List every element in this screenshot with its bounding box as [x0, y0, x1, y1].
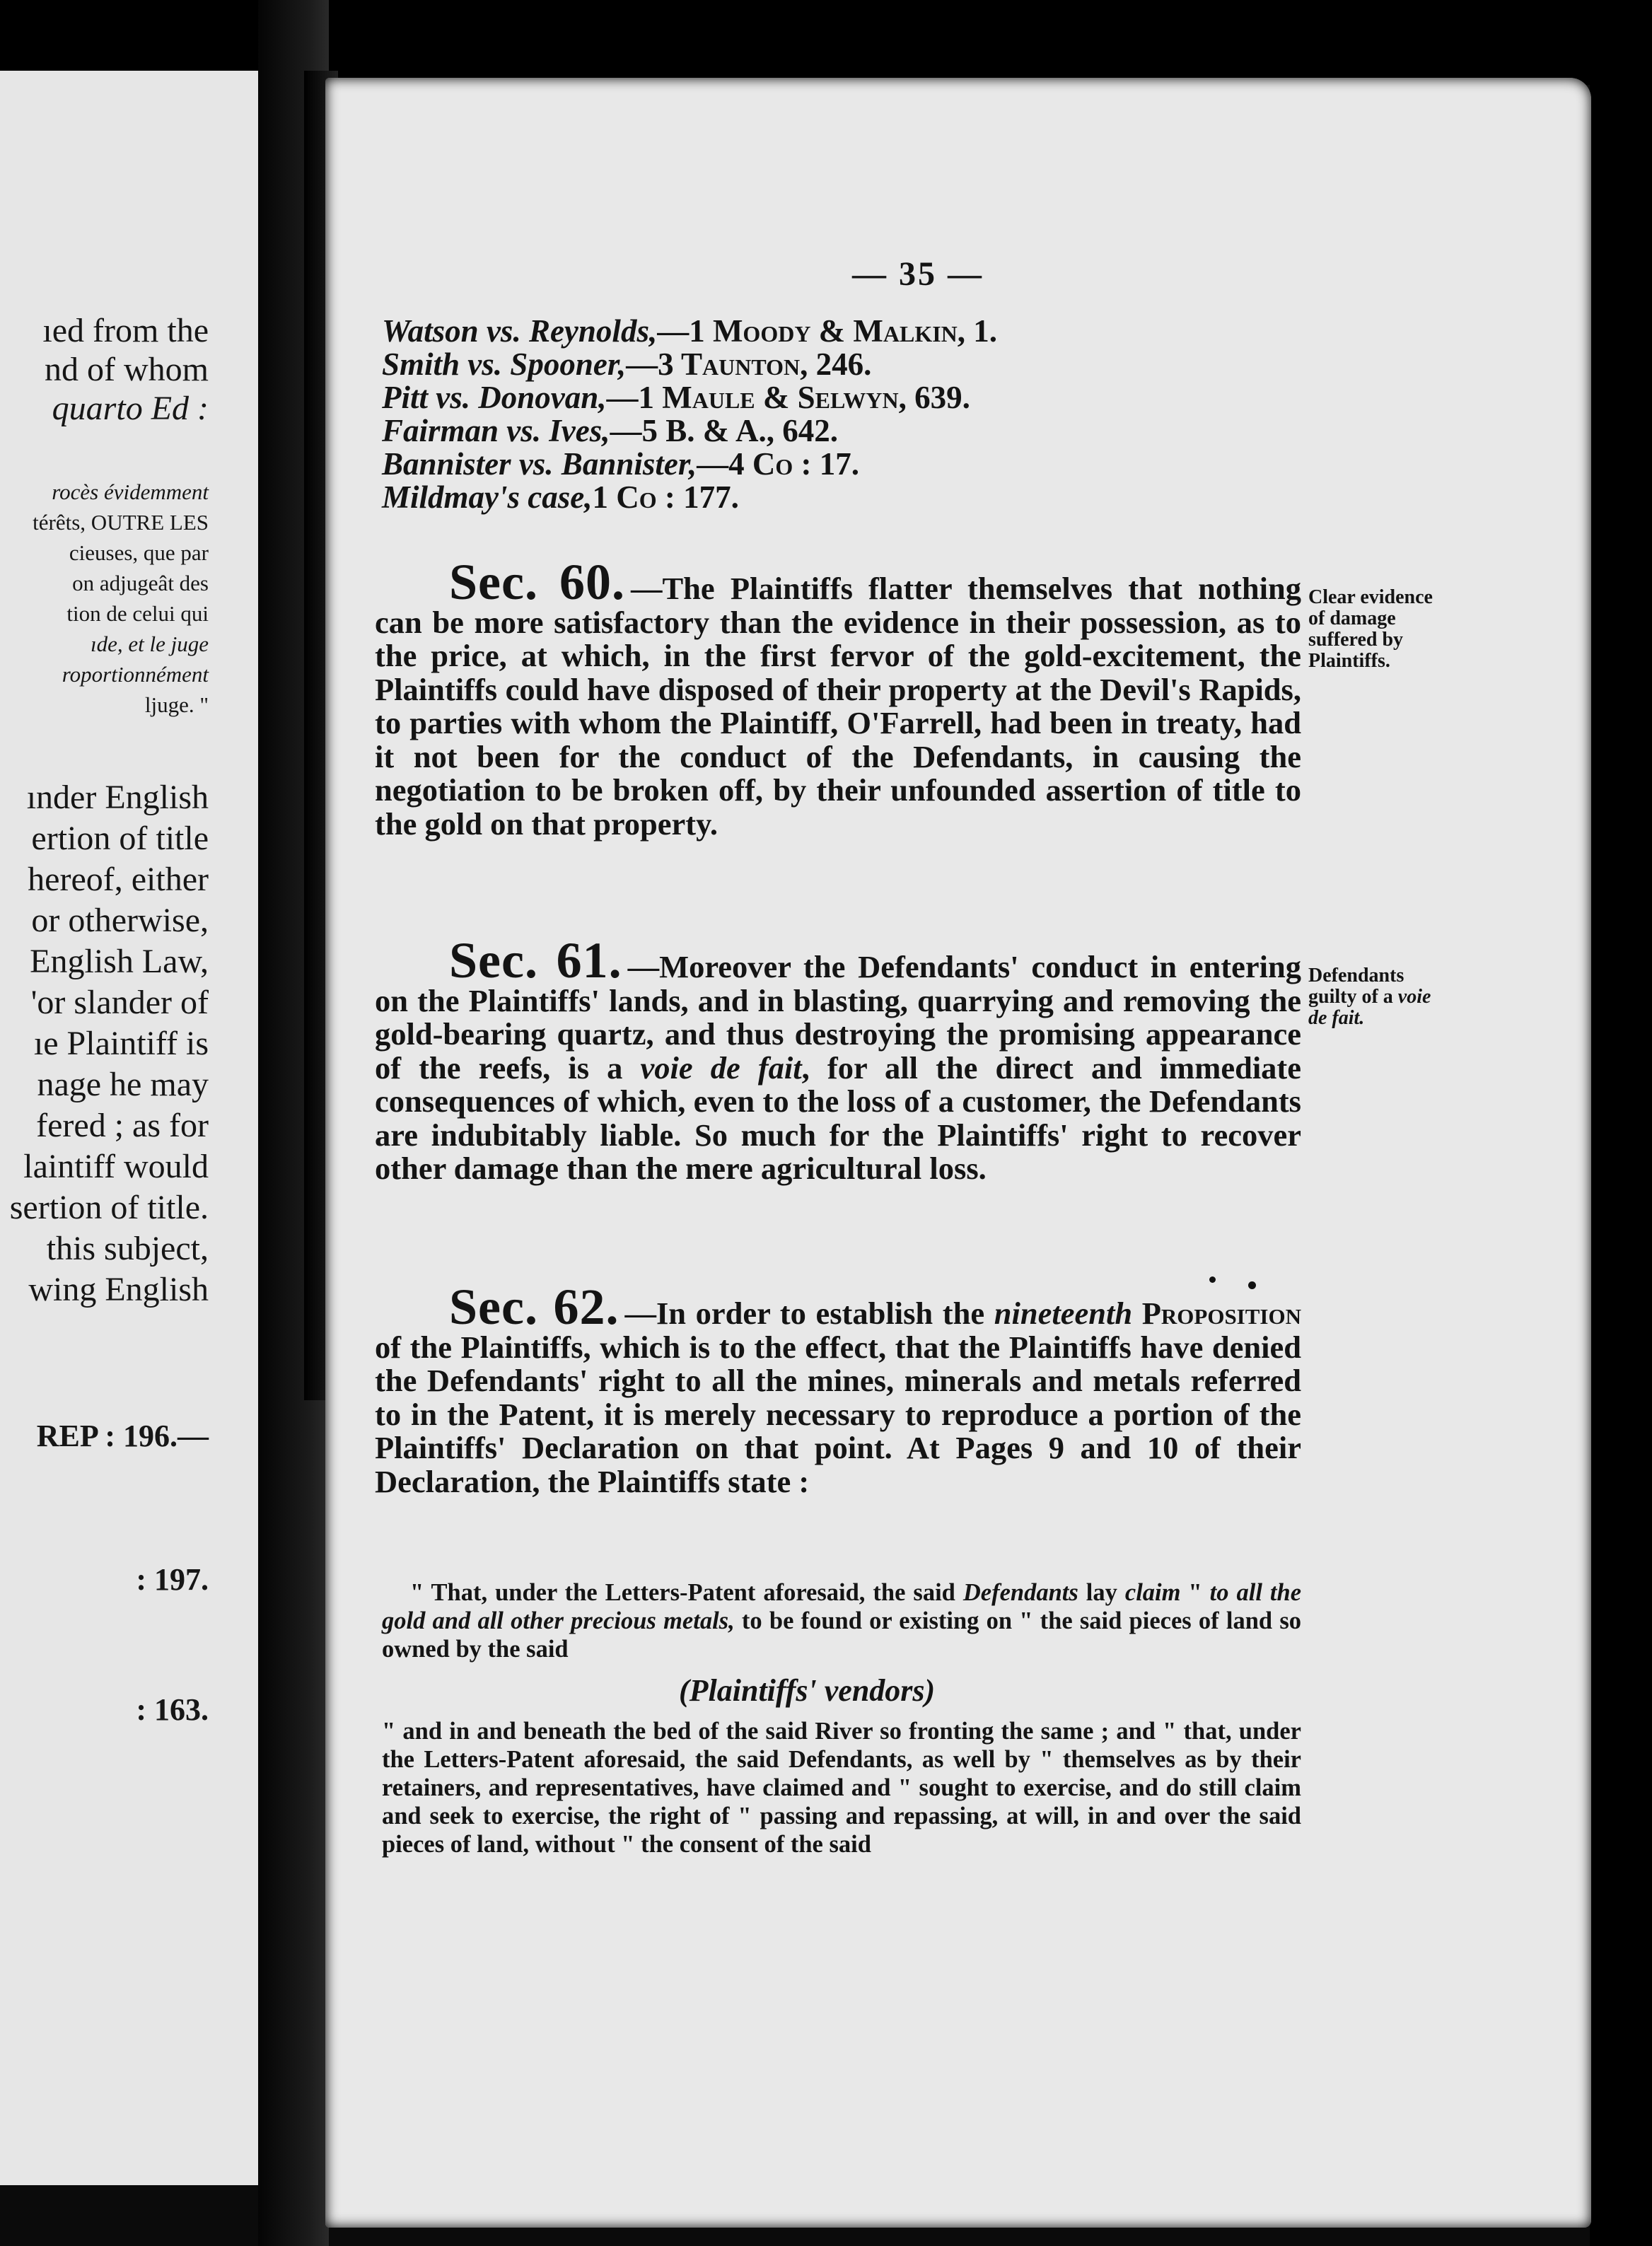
quoted-declaration-part2: " and in and beneath the bed of the said River so fronting the same ; and " that, under the Letters-Patent aforesaid, the said Defendants, as well by " themselves as by their retainers, and representatives, have claimed and " sought to exercise, and do still claim and seek to exercise, the right of " passing and repassing, at will, in and over the said pieces of land, without " the consent of the said	[382, 1718, 1301, 1858]
lp-reference: REP : 196.—	[36, 1419, 209, 1453]
lp-line: rocès évidemment	[52, 479, 209, 504]
lp-line: ıde, et le juge	[91, 632, 209, 656]
section-60	[375, 554, 1301, 842]
lp-line: ljuge. "	[144, 692, 209, 717]
scan-right-border	[1590, 57, 1652, 2246]
section-text: —Moreover the Defendants' conduct in entering on the Plaintiffs' lands, and in blasting, quarrying and removing the gold-bearing quartz, and thus destroying the promising appearance of the reefs, is a	[375, 949, 1301, 1086]
previous-page	[0, 71, 265, 2185]
section-heading: Sec. 60.	[449, 554, 625, 610]
lp-line: or otherwise,	[31, 902, 209, 939]
lp-line: this subject,	[46, 1230, 209, 1267]
lp-line: roportionnément	[62, 662, 209, 687]
case-citation: Pitt vs. Donovan,—1 Maule & Selwyn, 639.	[382, 380, 970, 415]
section-text: , for all the direct and immediate consequences of which, even to the loss of a customer, the Defendants are indubitably liable. So much for the Plaintiffs' right to recover other damage than the mere agricultural loss.	[375, 1049, 1301, 1186]
ink-speck	[1248, 1281, 1256, 1289]
margin-note: Defendants guilty of a voie de fait.	[1308, 965, 1431, 1029]
case-citation-list	[382, 315, 997, 514]
lp-line: ıed from the	[42, 312, 209, 349]
case-citation: Fairman vs. Ives,—5 B. & A., 642.	[382, 413, 839, 448]
lp-line: térêts, OUTRE LES	[33, 510, 209, 535]
case-citation: Bannister vs. Bannister,—4 Co : 17.	[382, 446, 860, 482]
lp-reference: : 163.	[136, 1692, 209, 1727]
ink-speck	[1209, 1276, 1216, 1283]
section-italic: voie de fait	[640, 1049, 802, 1086]
lp-line: hereof, either	[28, 861, 209, 898]
case-citation: Mildmay's case,1 Co : 177.	[382, 479, 739, 515]
lp-line: nd of whom	[45, 351, 209, 388]
section-text: of the Plaintiffs, which is to the effect, that the Plaintiffs have denied the Defendants' right to all the mines, minerals and metals referred to in the Patent, it is merely necessary to reproduce a portion of the Plaintiffs' Declaration on that point. At Pages 9 and 10 of their Declaration, the Plaintiffs state :	[375, 1329, 1301, 1499]
page-number: — 35 —	[852, 255, 984, 293]
lp-line: quarto Ed :	[52, 390, 209, 427]
section-smallcaps: Proposition	[1132, 1296, 1301, 1331]
section-text: —In order to establish the	[624, 1296, 994, 1331]
quoted-declaration-part1: " That, under the Letters-Patent aforesaid, the said Defendants lay claim " to all the gold and all other precious metals, to be found or existing on " the said pieces of land so owned by the said	[382, 1579, 1302, 1663]
section-62	[375, 1279, 1301, 1499]
lp-line: nage he may	[37, 1066, 209, 1103]
lp-line: sertion of title.	[9, 1189, 209, 1226]
case-citation: Smith vs. Spooner,—3 Taunton, 246.	[382, 347, 872, 382]
case-citation: Watson vs. Reynolds,—1 Moody & Malkin, 1.	[382, 313, 998, 349]
lp-reference: : 197.	[136, 1562, 209, 1597]
lp-line: tion de celui qui	[66, 601, 209, 626]
section-heading: Sec. 61.	[449, 932, 622, 989]
margin-note: Clear evidence of damage suffered by Plaintiffs.	[1308, 586, 1433, 672]
lp-line: cieuses, que par	[69, 540, 209, 565]
quoted-declaration-insert: (Plaintiffs' vendors)	[679, 1673, 936, 1708]
lp-line: ertion of title	[31, 820, 209, 857]
lp-line: fered ; as for	[36, 1107, 209, 1144]
lp-line: ınder English	[26, 779, 209, 816]
section-61	[375, 932, 1301, 1186]
lp-line: English Law,	[30, 943, 209, 980]
lp-line: ıe Plaintiff is	[33, 1025, 209, 1062]
lp-line: 'or slander of	[30, 984, 209, 1021]
section-text: —The Plaintiffs flatter themselves that nothing can be more satisfactory than the evidence in their possession, as to the price, at which, in the first fervor of the gold-excitement, the Plaintiffs could have disposed of their property at the Devil's Rapids, to parties with whom the Plaintiff, O'Farrell, had been in treaty, had it not been for the conduct of the Defendants, in causing the negotiation to be broken off, by their unfounded assertion of title to the gold on that property.	[375, 571, 1301, 842]
section-italic: nineteenth	[994, 1296, 1133, 1331]
lp-line: wing English	[28, 1271, 209, 1308]
lp-line: on adjugeât des	[72, 571, 209, 595]
lp-line: laintiff would	[23, 1148, 209, 1185]
section-heading: Sec. 62.	[449, 1279, 620, 1335]
